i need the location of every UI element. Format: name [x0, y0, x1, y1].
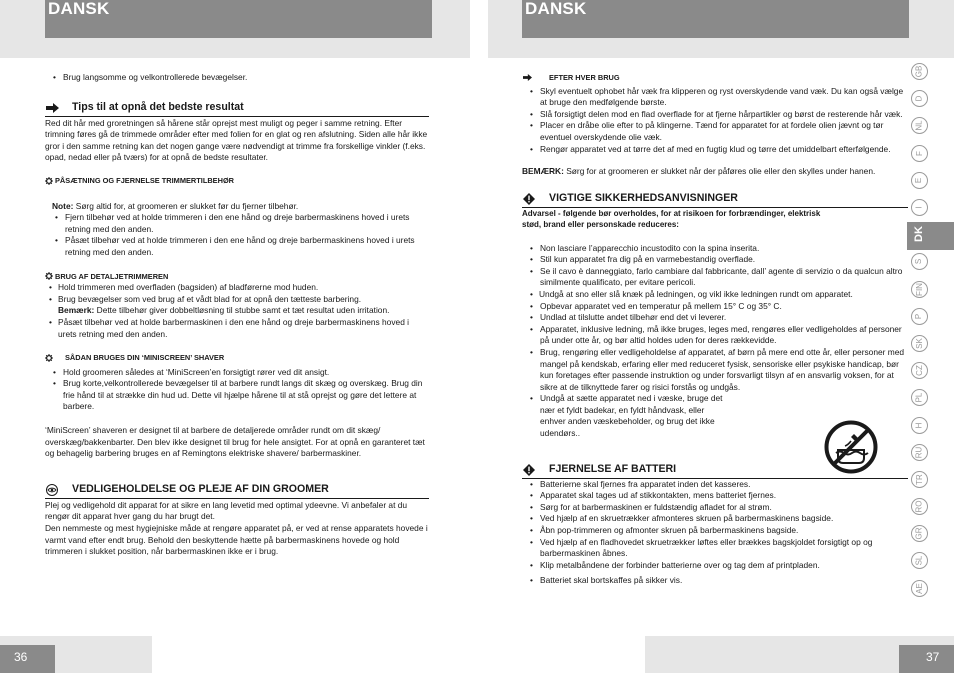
language-tab-label: I	[914, 206, 924, 209]
list-item: • Batteriet skal bortskaffes på sikker vis.	[522, 575, 908, 587]
language-tab-sk[interactable]	[907, 330, 931, 357]
language-tab-gb[interactable]	[907, 58, 931, 85]
maintenance-heading-text: VEDLIGEHOLDELSE OG PLEJE AF DIN GROOMER	[72, 483, 329, 496]
tips-paragraph: Red dit hår med groretningen så hårene står oprejst mest muligt og peger i samme retning. Efter trimning føres gå de trimmede områder efter med folien for en glat og ren afslutning. Siden alle hår ikke gror i den samme retning kan det nogen gange være nødvendigt at trimme fra forskellige vinkler (f.eks. opad, nedad eller på tværs) for at opnå de bedste resultater.	[45, 117, 428, 163]
right-header-title: DANSK	[525, 0, 587, 18]
list-item: • Undlad at tilslutte andet tilbehør end det vi leverer.	[522, 312, 908, 324]
list-item: • Opbevar apparatet ved en temperatur på mellem 15° C og 35° C.	[522, 301, 908, 313]
gear-icon	[45, 272, 53, 280]
language-tab-label: FIN	[914, 282, 924, 296]
remark-text: Sørg for at groomeren er slukket når der påføres olie eller den skylles under hanen.	[563, 166, 876, 177]
safety-heading	[522, 193, 908, 208]
remark-label: Bemærk:	[58, 305, 95, 316]
language-tab-tr[interactable]	[907, 466, 931, 493]
language-tab-dk-active[interactable]	[907, 222, 954, 250]
left-page-number: 36	[14, 650, 28, 664]
language-tab-sl[interactable]	[907, 547, 931, 574]
language-tab-label: GB	[914, 65, 924, 78]
detail-heading	[45, 271, 429, 283]
list-item: • Hold groomeren således at ‘MiniScreen’en forsigtigt rører ved dit ansigt.	[45, 367, 429, 379]
detail-remark	[45, 305, 429, 317]
detail-heading-text: BRUG AF DETALJETRIMMEREN	[55, 271, 169, 281]
attach-list	[45, 212, 429, 258]
language-tab-label: E	[914, 177, 924, 184]
arrow-right-icon	[45, 102, 59, 114]
language-tab-label: D	[914, 95, 924, 102]
right-column	[522, 72, 908, 587]
footer-spacer-left	[152, 636, 470, 673]
list-item: • Brug korte,velkontrollerede bevægelser til at barbere rundt langs dit skæg og overskæg. Brug din frie hånd til at strække din hud ud. Dette vil hjælpe hårene til at stå oprejst og gøre det lettere at barbere.	[45, 378, 429, 413]
active-language-label: DK	[912, 226, 925, 242]
language-tab-label: P	[914, 313, 924, 319]
language-tab-h[interactable]	[907, 411, 931, 438]
list-item: • Se il cavo è danneggiato, farlo cambiare dal fabbricante, dall’ agente di servizio o da qualcun altro similmente qualificato, per evitare pericoli.	[522, 266, 908, 289]
footer-spacer-right	[488, 636, 645, 673]
list-item: • Apparatet skal tages ud af stikkontakten, mens batteriet fjernes.	[522, 490, 908, 502]
language-tab-e[interactable]	[907, 167, 931, 194]
remark-text: Dette tilbehør giver dobbeltløsning til stubbe samt et tæt resultat uden irritation.	[94, 305, 390, 316]
list-item: • Sørg for at barbermaskinen er fuldstændig afladet for al strøm.	[522, 502, 908, 514]
list-item: • Påsæt tilbehør ved at holde barbermaskinen i den ene hånd og dreje barbermaskinens hoved i urets retning med den anden.	[48, 317, 429, 340]
list-item: • Rengør apparatet ved at tørre det af med en fugtig klud og tørre det umiddelbart efterfølgende.	[522, 144, 908, 156]
list-item: • Batterierne skal fjernes fra apparatet inden det kasseres.	[522, 479, 908, 491]
language-tab-label: RU	[914, 446, 924, 458]
attach-heading-text: PÅSÆTNING OG FJERNELSE TRIMMERTILBEHØR	[55, 175, 235, 185]
list-item: • Fjern tilbehør ved at holde trimmeren i den ene hånd og dreje barbermaskinens hoved i urets retning med den anden.	[47, 212, 429, 235]
note-text: Sørg altid for, at groomeren er slukket før du fjerner tilbehør.	[73, 200, 299, 211]
right-page-number-box	[899, 645, 954, 673]
list-item: • Slå forsigtigt delen mod en flad overflade for at fjerne hårpartikler og børst de resterende hår væk.	[522, 109, 908, 121]
language-tab-label: PL	[914, 392, 924, 403]
list-item: • Undgå at sno eller slå knæk på ledningen, og vikl ikke ledningen rundt om apparatet.	[529, 289, 908, 301]
left-page-number-box	[0, 645, 55, 673]
right-page-number: 37	[926, 650, 940, 664]
safety-list-c	[522, 301, 908, 440]
miniscreen-heading-text: SÅDAN BRUGES DIN ‘MINISCREEN’ SHAVER	[65, 353, 225, 363]
safety-heading-text: VIGTIGE SIKKERHEDSANVISNINGER	[549, 191, 738, 204]
intro-list	[45, 72, 429, 84]
left-header-title: DANSK	[48, 0, 110, 18]
language-tab-label: RO	[914, 500, 924, 513]
gear-icon	[45, 177, 53, 185]
language-tab-ro[interactable]	[907, 493, 931, 520]
eye-icon	[45, 484, 59, 496]
language-tab-label: NL	[914, 120, 924, 132]
language-tab-label: CZ	[914, 365, 924, 376]
language-tab-label: SL	[914, 556, 924, 566]
language-tab-fin[interactable]	[907, 276, 931, 303]
left-header-bar	[45, 0, 432, 38]
list-item: • Skyl eventuelt ophobet hår væk fra klipperen og ryst overskydende vand væk. Du kan også vælge at bruge den medfølgende børste.	[522, 86, 908, 109]
tips-heading-text: Tips til at opnå det bedste resultat	[72, 100, 244, 113]
page-gutter	[470, 0, 488, 673]
language-tab-label: F	[914, 150, 924, 156]
language-tab-label: TR	[914, 474, 924, 485]
list-item: • Brug bevægelser som ved brug af et vådt blad for at opnå den tætteste barbering.	[48, 294, 429, 306]
detail-list-2	[45, 317, 429, 340]
language-tab-s[interactable]	[907, 248, 931, 275]
list-item: • Påsæt tilbehør ved at holde trimmeren i den ene hånd og dreje barbermaskinens hoved i urets retning med den anden.	[47, 235, 429, 258]
language-tab-i[interactable]	[907, 194, 931, 221]
maintenance-paragraph-2: Den nemmeste og mest hygiejniske måde at rengøre apparatet på, er ved at rense apparatets hovede i varmt vand efter endt brug. Behold den beskyttende hætte på barbermaskinens hovede og hold trimmeren i slukket position, når barbermaskinen ikke er i brug.	[45, 523, 428, 557]
list-item: • Brug, rengøring eller vedligeholdelse af apparatet, af børn på mere end otte år, eller personer med mangel på kendskab, erfaring eller med reduceret fysisk, sensoriske eller psykiske handicap, bør kun foretages efter passende instruktion og under forsvarligt tilsyn af en ansvarlig voksen, for at sikre at de tilknyttede farer og risici forstås og undgås.	[522, 347, 908, 393]
battery-list-2	[522, 575, 908, 587]
language-tab-nl[interactable]	[907, 112, 931, 139]
language-tab-f[interactable]	[907, 140, 931, 167]
after-use-remark	[522, 166, 908, 178]
remark-label: BEMÆRK:	[522, 166, 564, 177]
safety-list-a	[522, 243, 908, 289]
detail-list	[45, 282, 429, 305]
list-item: • Apparatet, inklusive ledning, må ikke bruges, leges med, rengøres eller vedligeholdes af personer på under otte år, og bør altid holdes uden for deres rækkevidde.	[522, 324, 908, 347]
language-tab-p[interactable]	[907, 303, 931, 330]
miniscreen-heading	[45, 352, 429, 364]
warning-icon	[522, 193, 536, 205]
list-item: • Ved hjælp af en skruetrækker afmonteres skruen på barbermaskinens bagside.	[522, 513, 908, 525]
safety-list-b	[522, 289, 908, 301]
list-item: • Placer en dråbe olie efter to på klingerne. Tænd for apparatet for at fordele olien jævnt og tør eventuel overskydende olie væk.	[522, 120, 908, 143]
right-header-bar	[522, 0, 909, 38]
list-item: • Åbn pop-trimmeren og afmonter skruen på barbermaskinens bagside.	[522, 525, 908, 537]
no-bath-warning-icon	[824, 420, 878, 474]
attach-note	[45, 201, 429, 213]
language-tab-label: AE	[914, 582, 924, 594]
battery-heading-text: FJERNELSE AF BATTERI	[549, 462, 677, 475]
list-item: • Klip metalbåndene der forbinder batterierne over og tag dem af printpladen.	[522, 560, 908, 572]
maintenance-heading	[45, 484, 429, 499]
after-use-heading-text: EFTER HVER BRUG	[549, 73, 620, 82]
language-tabs	[907, 58, 931, 602]
language-tab-label: S	[914, 259, 924, 265]
left-column	[45, 72, 429, 558]
miniscreen-paragraph: ‘MiniScreen’ shaveren er designet til at barbere de detaljerede områder rundt om dit skæg/ overskæg/bakkenbarter. Den blev ikke designet til brug for hele ansigtet. For at opnå en garanteret tæt og behagelig barbering bruges en af Remingtons elektriske shavere/ barbermaskiner.	[45, 425, 425, 459]
language-tab-label: H	[914, 422, 924, 428]
language-tab-cz[interactable]	[907, 357, 931, 384]
after-use-heading	[522, 72, 908, 84]
note-label: Note:	[52, 200, 74, 211]
list-item: • Stil kun apparatet fra dig på en varmebestandig overflade.	[522, 254, 908, 266]
warning-icon	[522, 464, 536, 476]
language-tab-pl[interactable]	[907, 384, 931, 411]
arrow-right-icon	[522, 74, 532, 82]
gear-icon	[45, 354, 53, 362]
miniscreen-list	[45, 367, 429, 413]
list-item: • Ved hjælp af en fladhovedet skruetrækker løftes eller brækkes bagskjoldet forsigtigt op og barbermaskinen åbnes.	[522, 537, 908, 560]
tips-heading	[45, 102, 429, 117]
attach-heading	[45, 175, 429, 187]
list-item: • Hold trimmeren med overfladen (bagsiden) af bladførerne mod huden.	[48, 282, 429, 294]
battery-list	[522, 479, 908, 572]
language-tab-label: SK	[914, 338, 924, 349]
list-item: • Undgå at sætte apparatet ned i væske, bruge det nær et fyldt badekar, en fyldt håndvask, eller enhver anden væskebeholder, og brug det ikke udendørs..	[522, 393, 727, 439]
maintenance-paragraph-1: Plej og vedligehold dit apparat for at sikre en lang levetid med optimal ydeevne. Vi anbefaler at du rengør dit apparat hver gang du har brugt det.	[45, 499, 408, 522]
list-item: • Brug langsomme og velkontrollerede bevægelser.	[45, 72, 429, 84]
safety-warning: Advarsel - følgende bør overholdes, for at risikoen for forbrændinger, elektrisk stød, brand eller personskade reduceres:	[522, 208, 821, 230]
language-tab-label: GR	[914, 527, 924, 540]
language-tab-ae[interactable]	[907, 575, 931, 602]
after-use-list	[522, 86, 908, 156]
list-item: • Non lasciare l’apparecchio incustodito con la spina inserita.	[522, 243, 908, 255]
language-tab-d[interactable]	[907, 85, 931, 112]
language-tab-ru[interactable]	[907, 439, 931, 466]
language-tab-gr[interactable]	[907, 520, 931, 547]
